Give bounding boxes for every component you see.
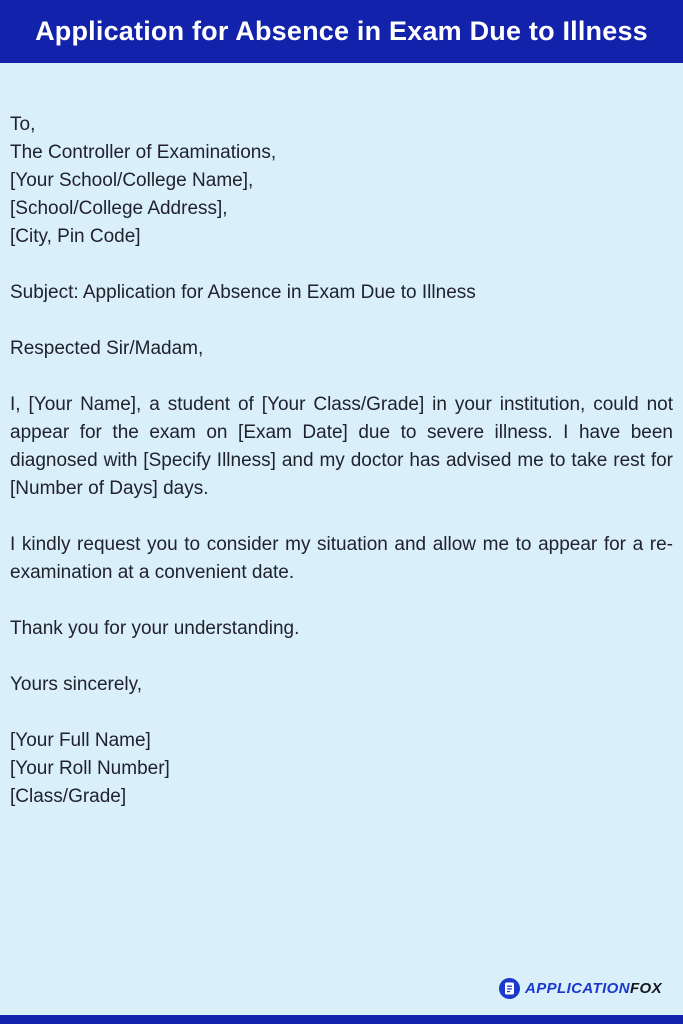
header-bar	[0, 0, 683, 63]
recipient-line: To,	[10, 114, 36, 135]
signature-line: [Your Roll Number]	[10, 758, 170, 779]
thanks-line: Thank you for your understanding.	[10, 618, 300, 639]
salutation: Respected Sir/Madam,	[10, 338, 204, 359]
recipient-line: [City, Pin Code]	[10, 226, 141, 247]
recipient-line: [Your School/College Name],	[10, 170, 254, 191]
brand-name-secondary: FOX	[629, 980, 662, 997]
letter-body	[0, 63, 683, 811]
closing-line: Yours sincerely,	[10, 674, 143, 695]
brand-name	[525, 980, 662, 997]
body-paragraph: I, [Your Name], a student of [Your Class/Grade] in your institution, could not appear for the exam on [Exam Date] due to severe illness. I have been diagnosed with [Specify Illness] and my doctor has advised me to take rest for [Number of Days] days.	[10, 394, 673, 499]
signature-line: [Class/Grade]	[10, 786, 127, 807]
signature-line: [Your Full Name]	[10, 730, 151, 751]
applicationfox-logo	[499, 978, 662, 999]
brand-name-primary: APPLICATION	[524, 980, 630, 997]
recipient-line: The Controller of Examinations,	[10, 142, 277, 163]
recipient-line: [School/College Address],	[10, 198, 228, 219]
page-title: Application for Absence in Exam Due to Illness	[35, 16, 648, 46]
document-icon	[499, 978, 520, 999]
body-paragraph: I kindly request you to consider my situation and allow me to appear for a re-examination at a convenient date.	[10, 534, 673, 583]
footer-bar	[0, 1015, 683, 1024]
subject-line: Subject: Application for Absence in Exam Due to Illness	[10, 282, 476, 303]
